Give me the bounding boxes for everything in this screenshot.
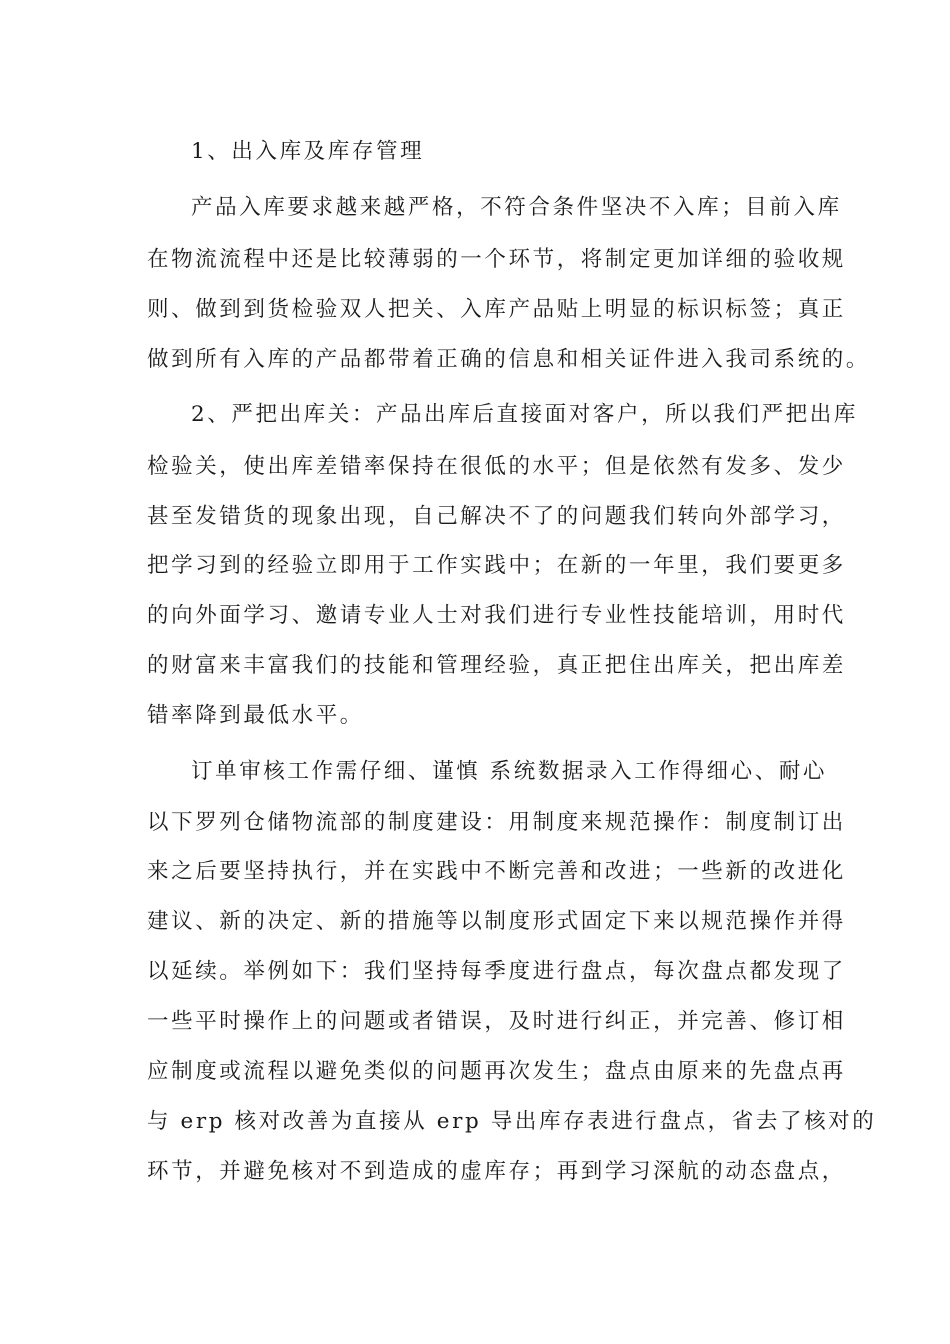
paragraph-line: 与 erp 核对改善为直接从 erp 导出库存表进行盘点，省去了核对的: [147, 1109, 877, 1134]
paragraph-line: 甚至发错货的现象出现，自己解决不了的问题我们转向外部学习，: [147, 504, 846, 529]
paragraph-line: 应制度或流程以避免类似的问题再次发生；盘点由原来的先盘点再: [147, 1059, 846, 1084]
paragraph-line: 2、严把出库关：产品出库后直接面对客户，所以我们严把出库: [191, 402, 858, 427]
paragraph-line: 产品入库要求越来越严格，不符合条件坚决不入库；目前入库: [191, 195, 842, 220]
section-heading: 1、出入库及库存管理: [191, 139, 425, 164]
paragraph-line: 环节，并避免核对不到造成的虚库存；再到学习深航的动态盘点，: [147, 1159, 846, 1184]
paragraph-line: 在物流流程中还是比较薄弱的一个环节，将制定更加详细的验收规: [147, 247, 846, 272]
paragraph-line: 以延续。举例如下：我们坚持每季度进行盘点，每次盘点都发现了: [147, 959, 846, 984]
paragraph-line: 把学习到的经验立即用于工作实践中；在新的一年里，我们要更多: [147, 553, 846, 578]
paragraph-line: 做到所有入库的产品都带着正确的信息和相关证件进入我司系统的。: [147, 347, 871, 372]
paragraph-line: 一些平时操作上的问题或者错误，及时进行纠正，并完善、修订相: [147, 1009, 846, 1034]
paragraph-line: 则、做到到货检验双人把关、入库产品贴上明显的标识标签；真正: [147, 297, 846, 322]
paragraph-line: 来之后要坚持执行，并在实践中不断完善和改进；一些新的改进化: [147, 859, 846, 884]
paragraph-line: 检验关，使出库差错率保持在很低的水平；但是依然有发多、发少: [147, 454, 846, 479]
paragraph-line: 订单审核工作需仔细、谨慎 系统数据录入工作得细心、耐心: [191, 759, 828, 784]
paragraph-line: 的向外面学习、邀请专业人士对我们进行专业性技能培训，用时代: [147, 603, 846, 628]
paragraph-line: 错率降到最低水平。: [147, 703, 364, 728]
paragraph-line: 的财富来丰富我们的技能和管理经验，真正把住出库关，把出库差: [147, 653, 846, 678]
paragraph-line: 以下罗列仓储物流部的制度建设：用制度来规范操作：制度制订出: [147, 810, 846, 835]
paragraph-line: 建议、新的决定、新的措施等以制度形式固定下来以规范操作并得: [147, 909, 846, 934]
